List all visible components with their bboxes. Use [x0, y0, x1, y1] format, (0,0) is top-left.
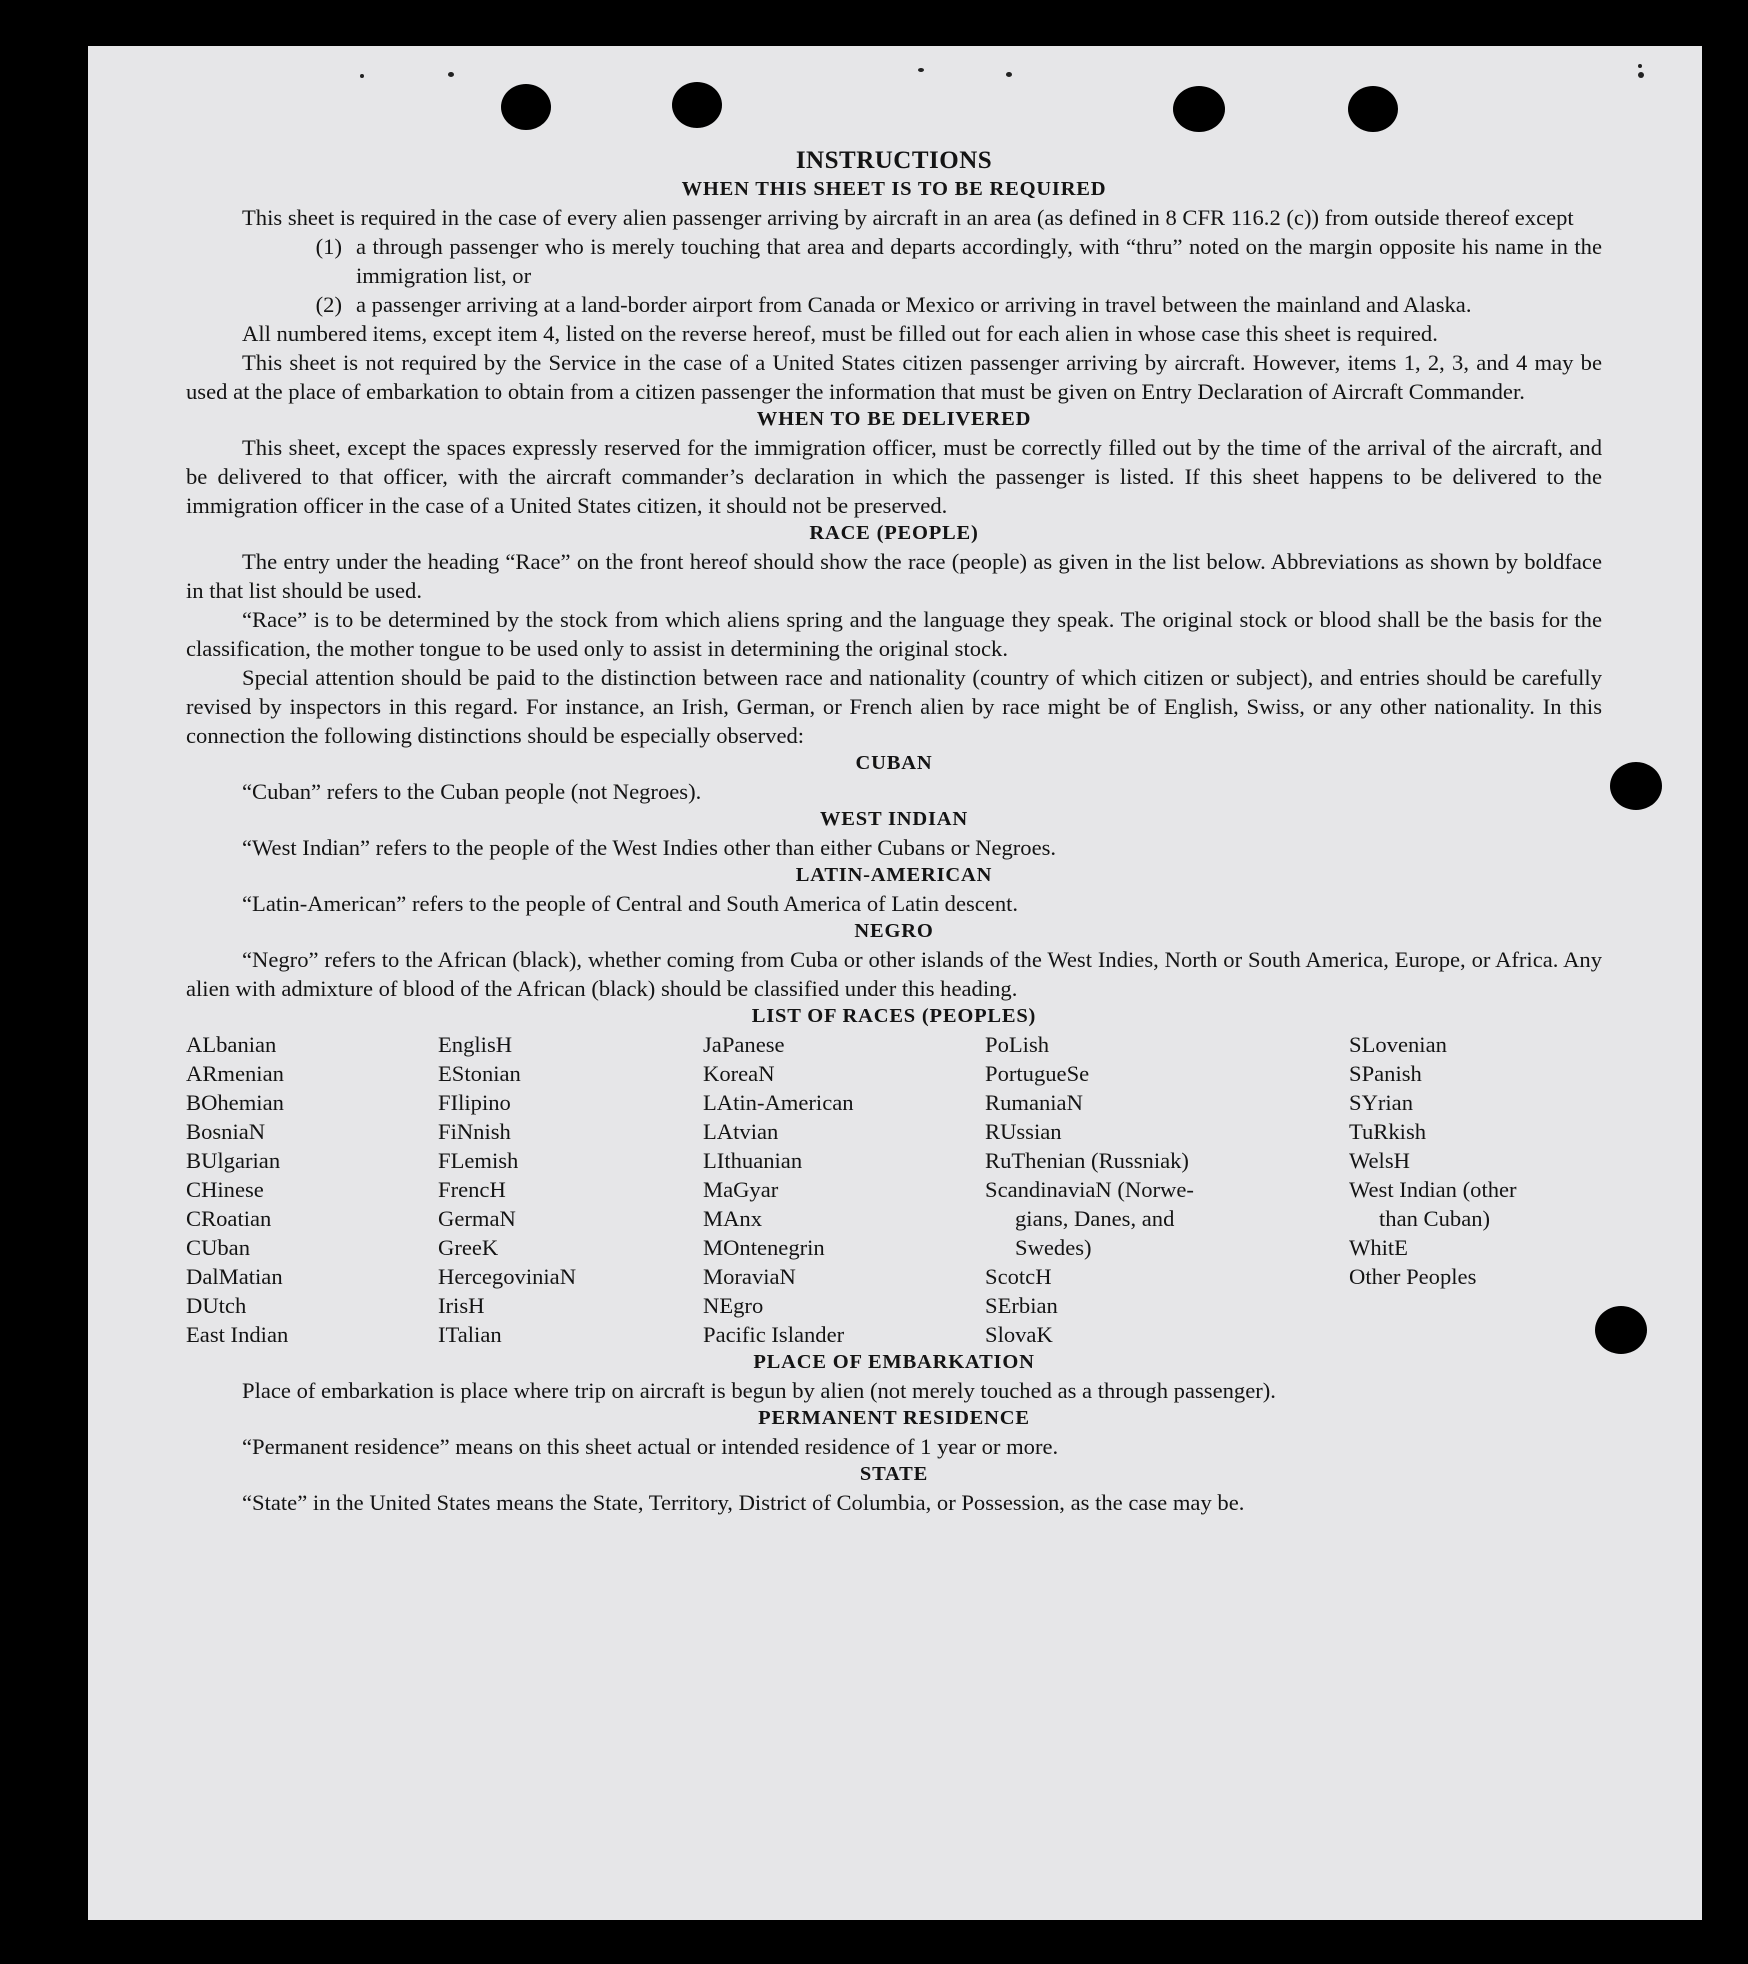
ink-speck [1638, 72, 1644, 78]
race-entry: WhitE [1349, 1235, 1408, 1260]
race-entry: LAtin-American [703, 1090, 854, 1115]
west-indian-para: “West Indian” refers to the people of the West Indies other than either Cubans or Negroes. [242, 835, 1057, 860]
race-entry: WelsH [1349, 1148, 1410, 1173]
race-entry: BUlgarian [186, 1148, 281, 1173]
race-entry: MAnx [703, 1206, 762, 1231]
race-para-1: The entry under the heading “Race” on the front hereof should show the race (people) as given in the list below. Abbreviations as shown by boldface in that list should be used. [186, 549, 1602, 603]
race-entry: NEgro [703, 1293, 764, 1318]
exception-number: (2) [315, 292, 342, 317]
required-intro: This sheet is required in the case of every alien passenger arriving by aircraft in an area (as defined in 8 CFR 116.2 (c)) from outside thereof except [242, 205, 1574, 230]
instructions-content [186, 146, 1602, 1517]
exception-item-2 [186, 290, 1602, 319]
race-para-3: Special attention should be paid to the distinction between race and nationality (country of which citizen or subject), and entries should be carefully revised by inspectors in this regard. For instance, an Irish, German, or French alien by race might be of English, Swiss, or any other nationality. In this connection the following distinctions should be especially observed: [186, 665, 1602, 748]
race-entry: SLovenian [1349, 1032, 1447, 1057]
race-entry: DUtch [186, 1293, 247, 1318]
race-entry-continued: gians, Danes, and [1015, 1206, 1175, 1231]
section-heading-required: WHEN THIS SHEET IS TO BE REQUIRED [681, 178, 1107, 200]
delivered-para: This sheet, except the spaces expressly reserved for the immigration officer, must be correctly filled out by the time of the arrival of the aircraft, and be delivered to that officer, with the aircraft commander’s declaration in which the passenger is listed. If this sheet happens to be delivered to the immigration officer in the case of a United States citizen, it should not be preserved. [186, 435, 1602, 518]
race-entry: BOhemian [186, 1090, 284, 1115]
race-entry: JaPanese [703, 1032, 785, 1057]
section-heading-residence: PERMANENT RESIDENCE [758, 1407, 1030, 1429]
race-entry: CRoatian [186, 1206, 272, 1231]
required-para-3: This sheet is not required by the Service in the case of a United States citizen passenger arriving by aircraft. However, items 1, 2, 3, and 4 may be used at the place of embarkation to obtain from a citizen passenger the information that must be given on Entry Declaration of Aircraft Commander. [186, 350, 1602, 404]
ink-speck [1638, 64, 1642, 68]
races-column-3 [703, 1030, 985, 1349]
page-title: INSTRUCTIONS [795, 147, 993, 174]
race-entry: ARmenian [186, 1061, 284, 1086]
exception-number: (1) [315, 234, 342, 259]
race-entry: EnglisH [438, 1032, 513, 1057]
race-entry: MaGyar [703, 1177, 779, 1202]
race-entry: PortugueSe [985, 1061, 1090, 1086]
race-entry: ITalian [438, 1322, 502, 1347]
races-column-2 [438, 1030, 703, 1349]
section-heading-west-indian: WEST INDIAN [820, 808, 968, 830]
punch-hole [1173, 86, 1225, 132]
punch-hole [1348, 86, 1398, 132]
race-entry: KoreaN [703, 1061, 775, 1086]
race-entry: MOntenegrin [703, 1235, 825, 1260]
race-entry: MoraviaN [703, 1264, 796, 1289]
races-list [186, 1030, 1602, 1349]
section-heading-race: RACE (PEOPLE) [809, 522, 979, 544]
races-column-4 [985, 1030, 1349, 1349]
race-entry: East Indian [186, 1322, 289, 1347]
races-column-1 [186, 1030, 438, 1349]
race-entry: West Indian (other [1349, 1177, 1517, 1202]
section-heading-embarkation: PLACE OF EMBARKATION [753, 1351, 1035, 1373]
race-entry: Other Peoples [1349, 1264, 1477, 1289]
race-entry: CHinese [186, 1177, 264, 1202]
exception-item-1 [186, 232, 1602, 290]
race-entry: ALbanian [186, 1032, 277, 1057]
cuban-para: “Cuban” refers to the Cuban people (not Negroes). [242, 779, 702, 804]
exception-text: a through passenger who is merely touching that area and departs accordingly, with “thru” noted on the margin opposite his name in the immigration list, or [356, 234, 1602, 288]
section-heading-delivered: WHEN TO BE DELIVERED [756, 408, 1032, 430]
race-entry: RUssian [985, 1119, 1062, 1144]
race-entry: Pacific Islander [703, 1322, 845, 1347]
race-entry: FiNnish [438, 1119, 511, 1144]
section-heading-latin-american: LATIN-AMERICAN [795, 864, 993, 886]
latin-american-para: “Latin-American” refers to the people of Central and South America of Latin descent. [242, 891, 1019, 916]
race-para-2: “Race” is to be determined by the stock from which aliens spring and the language they speak. The original stock or blood shall be the basis for the classification, the mother tongue to be used only to assist in determining the original stock. [186, 607, 1602, 661]
section-heading-state: STATE [859, 1463, 929, 1485]
race-entry: CUban [186, 1235, 251, 1260]
punch-hole [672, 82, 722, 128]
punch-hole [1610, 762, 1662, 810]
exception-text: a passenger arriving at a land-border airport from Canada or Mexico or arriving in travel between the mainland and Alaska. [356, 292, 1472, 317]
ink-speck [360, 74, 364, 78]
negro-para: “Negro” refers to the African (black), whether coming from Cuba or other islands of the West Indies, North or South America, Europe, or Africa. Any alien with admixture of blood of the African (black) should be classified under this heading. [186, 947, 1602, 1001]
race-entry: ScotcH [985, 1264, 1052, 1289]
races-column-5 [1349, 1030, 1602, 1349]
state-para: “State” in the United States means the State, Territory, District of Columbia, or Possession, as the case may be. [242, 1490, 1245, 1515]
ink-speck [1006, 72, 1012, 77]
race-entry-continued: than Cuban) [1379, 1206, 1491, 1231]
section-heading-cuban: CUBAN [855, 752, 933, 774]
race-entry: ScandinaviaN (Norwe- [985, 1177, 1194, 1202]
race-entry: DalMatian [186, 1264, 283, 1289]
race-entry: SlovaK [985, 1322, 1053, 1347]
race-entry: TuRkish [1349, 1119, 1427, 1144]
ink-speck [448, 72, 454, 77]
race-entry: GermaN [438, 1206, 516, 1231]
section-heading-negro: NEGRO [854, 920, 934, 942]
residence-para: “Permanent residence” means on this sheet actual or intended residence of 1 year or more. [242, 1434, 1059, 1459]
punch-hole [501, 84, 551, 130]
race-entry: SErbian [985, 1293, 1058, 1318]
race-entry: HercegoviniaN [438, 1264, 577, 1289]
race-entry: PoLish [985, 1032, 1050, 1057]
race-entry: SYrian [1349, 1090, 1414, 1115]
race-entry: FLemish [438, 1148, 519, 1173]
race-entry-continued: Swedes) [1015, 1235, 1092, 1260]
race-entry: LAtvian [703, 1119, 779, 1144]
race-entry: SPanish [1349, 1061, 1422, 1086]
race-entry: GreeK [438, 1235, 499, 1260]
embarkation-para: Place of embarkation is place where trip on aircraft is begun by alien (not merely touched as a through passenger). [242, 1378, 1276, 1403]
race-entry: EStonian [438, 1061, 521, 1086]
ink-speck [918, 68, 924, 72]
race-entry: LIthuanian [703, 1148, 803, 1173]
race-entry: RuThenian (Russniak) [985, 1148, 1189, 1173]
race-entry: FIlipino [438, 1090, 511, 1115]
punch-hole [1595, 1306, 1647, 1354]
race-entry: FrencH [438, 1177, 506, 1202]
section-heading-races-list: LIST OF RACES (PEOPLES) [751, 1005, 1037, 1027]
required-para-2: All numbered items, except item 4, listed on the reverse hereof, must be filled out for each alien in whose case this sheet is required. [242, 321, 1438, 346]
race-entry: RumaniaN [985, 1090, 1083, 1115]
race-entry: IrisH [438, 1293, 485, 1318]
race-entry: BosniaN [186, 1119, 266, 1144]
